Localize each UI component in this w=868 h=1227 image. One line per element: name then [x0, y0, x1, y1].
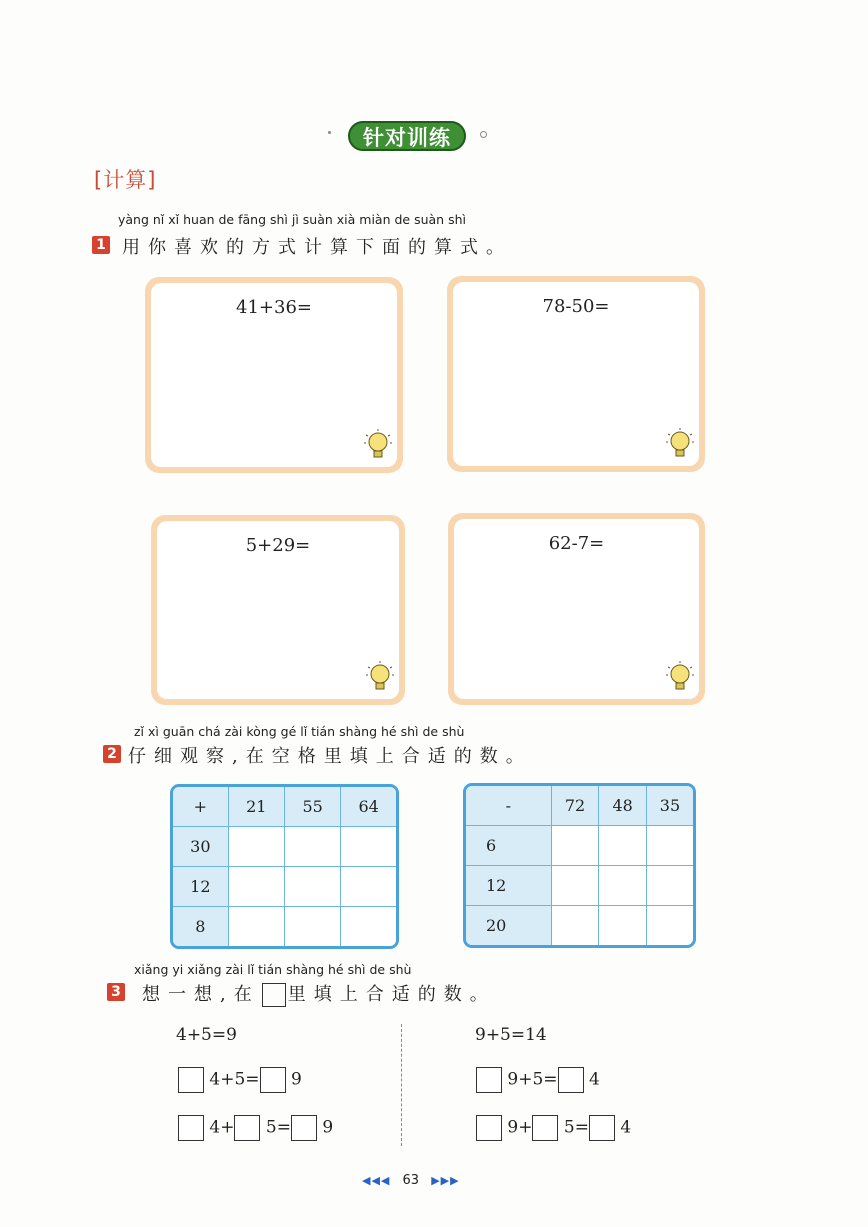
- calc-expression: 78-50=: [542, 296, 610, 317]
- answer-cell[interactable]: [228, 826, 284, 866]
- q3-text: [142, 980, 496, 1007]
- answer-cell[interactable]: [341, 907, 396, 946]
- equation-text: 4+5=: [209, 1069, 260, 1090]
- answer-box[interactable]: [532, 1115, 558, 1141]
- equation-text: 4: [620, 1117, 632, 1138]
- answer-cell[interactable]: [599, 906, 647, 945]
- calc-box: [151, 515, 405, 705]
- table-row-header: 8: [173, 907, 228, 946]
- table-operator: +: [173, 787, 228, 826]
- equation-text: 9+5=: [507, 1069, 558, 1090]
- calc-expression: 62-7=: [548, 533, 605, 554]
- q3-number: 3: [107, 983, 125, 1001]
- answer-box[interactable]: [476, 1067, 502, 1093]
- q3-text-before: 想一想,在: [142, 984, 260, 1005]
- answer-cell[interactable]: [228, 907, 284, 946]
- calc-box: [448, 513, 705, 705]
- answer-cell[interactable]: [551, 865, 599, 905]
- answer-box[interactable]: [178, 1067, 204, 1093]
- equation-row: [476, 1115, 631, 1141]
- equation-text: 5=: [265, 1117, 291, 1138]
- page-title-banner: 针对训练: [348, 121, 466, 151]
- answer-cell[interactable]: [646, 906, 693, 945]
- example-equation: 4+5=9: [176, 1025, 237, 1045]
- lightbulb-icon: [365, 661, 395, 695]
- q1-text: 用你喜欢的方式计算下面的算式。: [122, 237, 512, 258]
- equation-row: [178, 1067, 302, 1093]
- calc-expression: 41+36=: [236, 297, 312, 318]
- table-col-header: 64: [341, 787, 396, 826]
- equation-text: 4: [588, 1069, 600, 1090]
- equation-text: 5=: [563, 1117, 589, 1138]
- answer-cell[interactable]: [551, 906, 599, 945]
- answer-cell[interactable]: [341, 826, 396, 866]
- q3-pinyin: xiǎng yi xiǎng zài lǐ tián shàng hé shì de shù: [134, 962, 412, 977]
- table-col-header: 35: [646, 786, 693, 825]
- answer-box[interactable]: [476, 1115, 502, 1141]
- answer-cell[interactable]: [599, 865, 647, 905]
- table-col-header: 55: [284, 787, 340, 826]
- answer-box[interactable]: [558, 1067, 584, 1093]
- calc-box: [145, 277, 403, 473]
- answer-cell[interactable]: [284, 866, 340, 906]
- subtraction-table: [463, 783, 696, 948]
- equation-text: 9: [290, 1069, 302, 1090]
- left-arrows-icon: ◀◀◀: [362, 1174, 391, 1187]
- table-row-header: 30: [173, 826, 228, 866]
- calc-expression: 5+29=: [245, 535, 311, 556]
- q1-pinyin: yàng nǐ xǐ huan de fāng shì jì suàn xià miàn de suàn shì: [118, 212, 466, 227]
- addition-table: [170, 784, 399, 949]
- right-arrows-icon: ▶▶▶: [431, 1174, 460, 1187]
- table-operator: -: [466, 786, 551, 825]
- q2-number: 2: [103, 745, 121, 763]
- lightbulb-icon: [363, 429, 393, 463]
- answer-cell[interactable]: [228, 866, 284, 906]
- section-label: [计算]: [94, 168, 157, 192]
- answer-cell[interactable]: [284, 826, 340, 866]
- lightbulb-icon: [665, 661, 695, 695]
- table-row-header: 6: [466, 825, 551, 865]
- answer-box[interactable]: [260, 1067, 286, 1093]
- answer-cell[interactable]: [341, 866, 396, 906]
- table-row-header: 12: [173, 866, 228, 906]
- equation-text: 9+: [507, 1117, 533, 1138]
- page-number: 63: [402, 1173, 420, 1188]
- table-row-header: 12: [466, 865, 551, 905]
- answer-box[interactable]: [291, 1115, 317, 1141]
- q1-number: 1: [92, 236, 110, 254]
- equation-row: [476, 1067, 600, 1093]
- answer-cell[interactable]: [646, 825, 693, 865]
- lightbulb-icon: [665, 428, 695, 462]
- answer-box[interactable]: [178, 1115, 204, 1141]
- equation-row: [178, 1115, 333, 1141]
- decor-dot-left: [328, 131, 331, 134]
- q2-text: 仔细观察,在空格里填上合适的数。: [128, 746, 532, 767]
- answer-cell[interactable]: [646, 865, 693, 905]
- page-footer: [362, 1173, 460, 1188]
- table-col-header: 21: [228, 787, 284, 826]
- answer-box[interactable]: [589, 1115, 615, 1141]
- table-col-header: 48: [599, 786, 647, 825]
- answer-cell[interactable]: [599, 825, 647, 865]
- answer-cell[interactable]: [551, 825, 599, 865]
- q3-text-after: 里填上合适的数。: [287, 984, 496, 1005]
- equation-text: 9: [322, 1117, 334, 1138]
- empty-square-icon: [262, 983, 286, 1007]
- table-row-header: 20: [466, 906, 551, 945]
- dashed-divider: [401, 1024, 402, 1146]
- q2-pinyin: zǐ xì guān chá zài kòng gé lǐ tián shàng hé shì de shù: [134, 724, 465, 739]
- answer-box[interactable]: [234, 1115, 260, 1141]
- equation-text: 4+: [209, 1117, 235, 1138]
- example-equation: 9+5=14: [475, 1025, 547, 1045]
- decor-dot-right: [480, 131, 487, 138]
- table-col-header: 72: [551, 786, 599, 825]
- answer-cell[interactable]: [284, 907, 340, 946]
- calc-box: [447, 276, 705, 472]
